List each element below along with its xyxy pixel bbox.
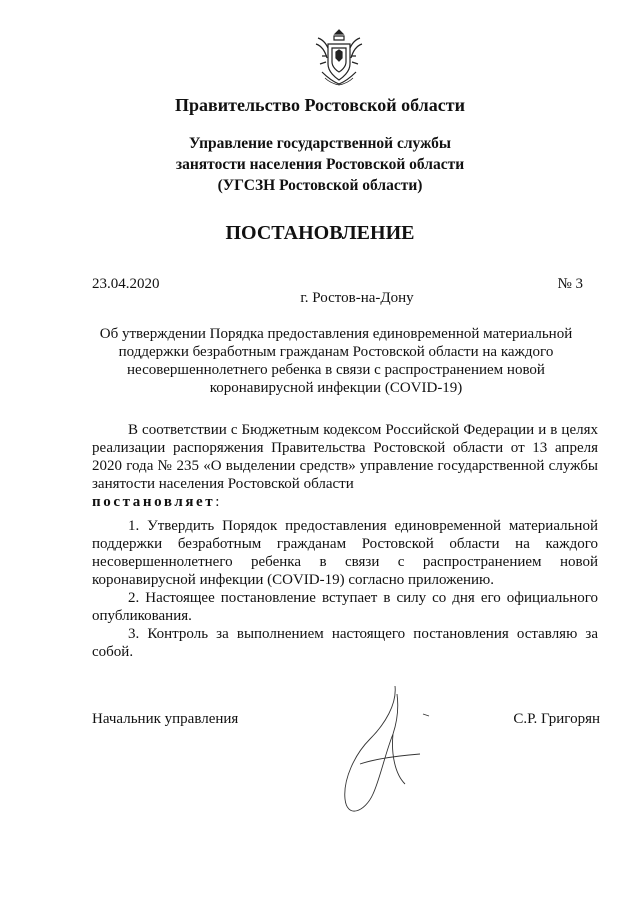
signatory-name: С.Р. Григорян [513, 711, 600, 727]
handwritten-signature [325, 684, 445, 824]
department-line-1: Управление государственной службы [189, 135, 451, 152]
resolve-word: постановляет [92, 494, 216, 510]
document-number: № 3 [557, 276, 583, 292]
government-name: Правительство Ростовской области [175, 95, 465, 115]
signatory-title: Начальник управления [92, 711, 239, 727]
resolution-items [92, 517, 598, 661]
resolve-suffix: : [215, 494, 220, 510]
resolve-line [92, 493, 598, 511]
preamble [92, 421, 598, 511]
subject-line-4: коронавирусной инфекции (COVID-19) [209, 380, 463, 396]
resolution-item: 2. Настоящее постановление вступает в силу со дня его официального опубликования. [92, 590, 598, 624]
document-date: 23.04.2020 [92, 276, 160, 292]
department-line-3: (УГСЗН Ростовской области) [217, 177, 423, 194]
document-type: ПОСТАНОВЛЕНИЕ [225, 222, 415, 244]
department-line-2: занятости населения Ростовской области [175, 156, 465, 173]
resolution-item: 1. Утвердить Порядок предоставления единовременной материальной поддержки безработным гражданам Ростовской области на каждого несовершеннолетнего ребенка в связи с распространением новой коронавирусной инфекции (COVID-19) согласно приложению. [92, 518, 598, 588]
resolution-item: 3. Контроль за выполнением настоящего постановления оставляю за собой. [92, 626, 598, 660]
document-city: г. Ростов-на-Дону [300, 290, 414, 306]
subject-line-3: несовершеннолетнего ребенка в связи с распространением новой [127, 362, 545, 378]
subject-line-2: поддержки безработным гражданам Ростовской области на каждого [118, 344, 554, 360]
subject-line-1: Об утверждении Порядка предоставления единовременной материальной [99, 326, 573, 342]
preamble-text: В соответствии с Бюджетным кодексом Российской Федерации и в целях реализации распоряжения Правительства Ростовской области от 13 апреля 2020 года № 235 «О выделении средств» управление государственной службы занятости населения Ростовской области [92, 422, 598, 492]
department-name [0, 133, 640, 196]
coat-of-arms-icon [312, 28, 366, 86]
document-subject [50, 325, 622, 397]
